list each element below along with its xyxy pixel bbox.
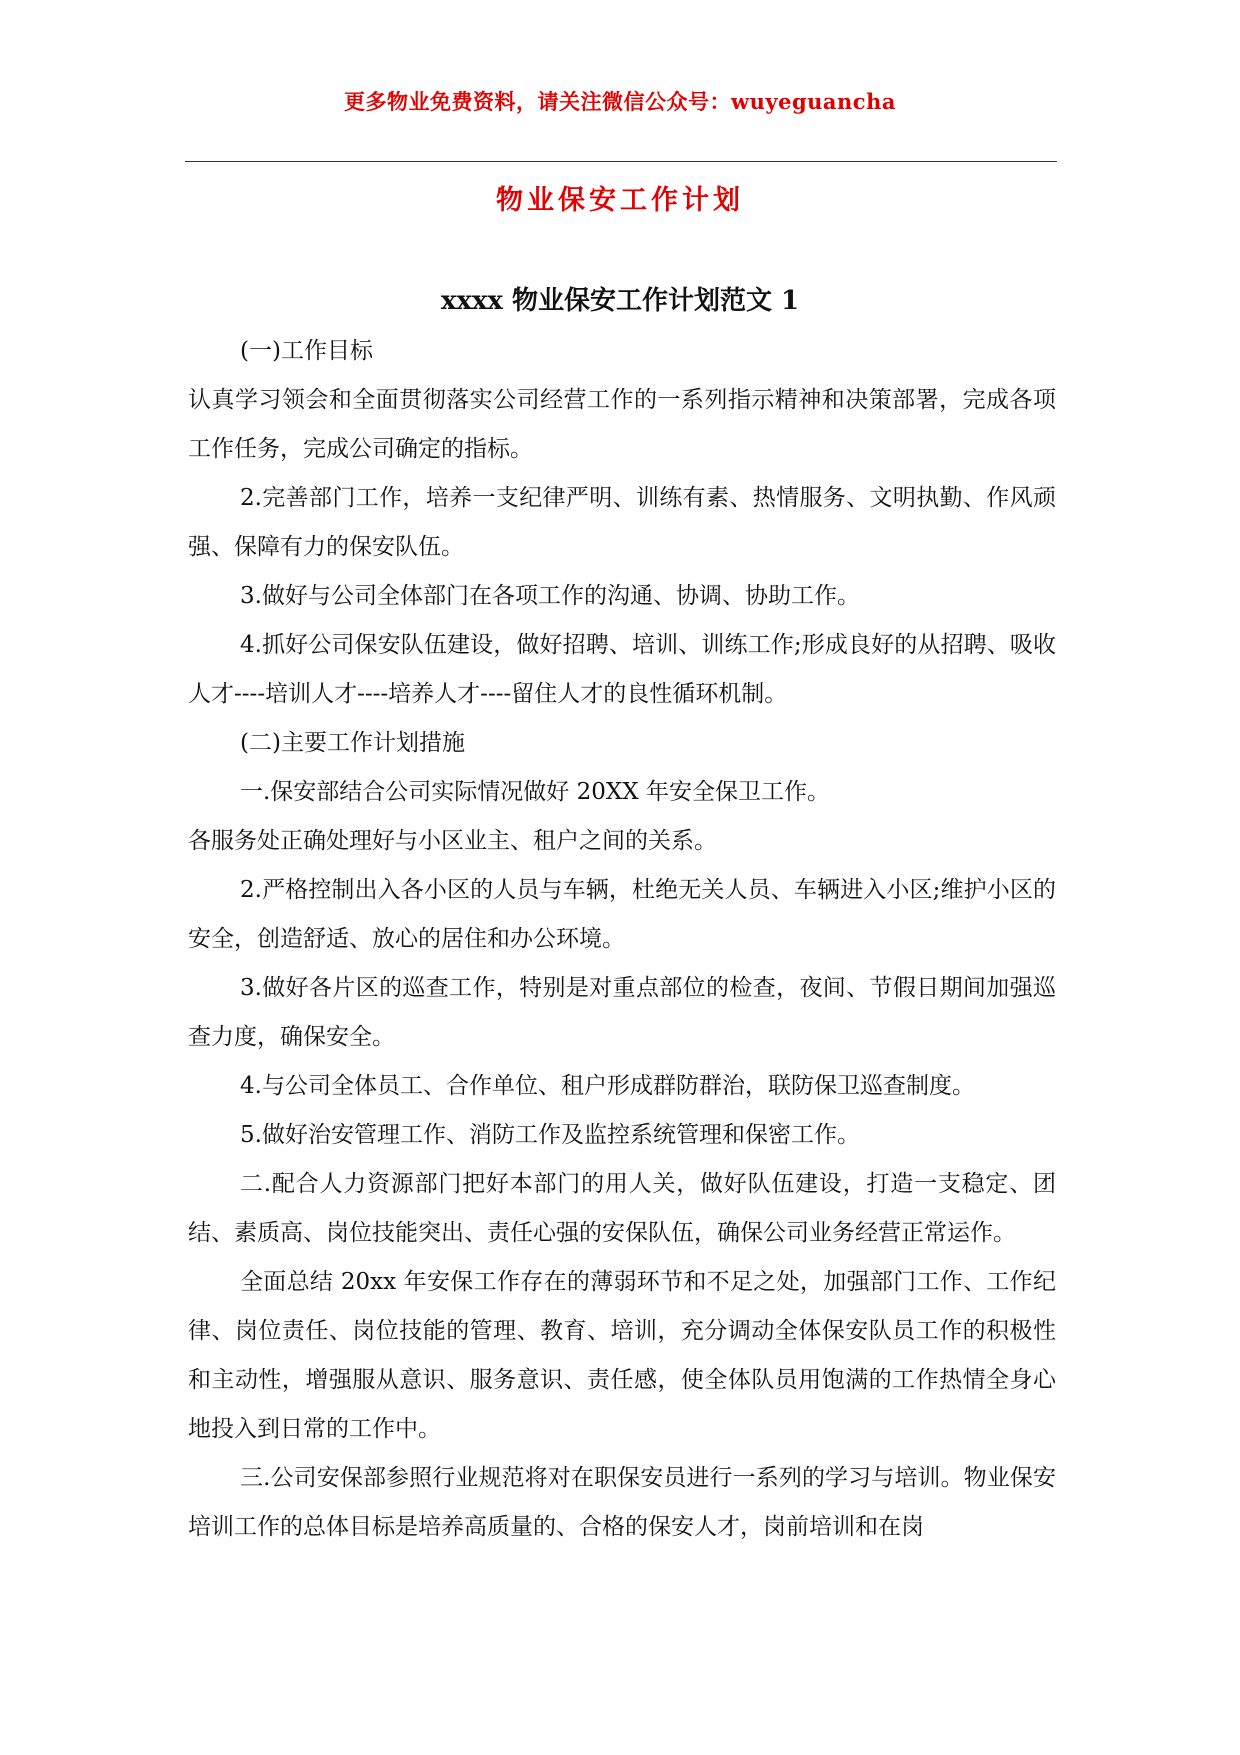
paragraph: 三.公司安保部参照行业规范将对在职保安员进行一系列的学习与培训。物业保安培训工作的总体目标是培养高质量的、合格的保安人才，岗前培训和在岗 — [188, 1465, 1056, 1540]
paragraph: 5.做好治安管理工作、消防工作及监控系统管理和保密工作。 — [240, 1122, 860, 1148]
paragraph: 认真学习领会和全面贯彻落实公司经营工作的一系列指示精神和决策部署，完成各项工作任务，完成公司确定的指标。 — [188, 387, 1056, 462]
section-title: xxxx 物业保安工作计划范文 1 — [440, 286, 800, 316]
header-divider — [185, 161, 1057, 162]
paragraph: 4.与公司全体员工、合作单位、租户形成群防群治，联防保卫巡查制度。 — [240, 1073, 975, 1099]
paragraph: 二.配合人力资源部门把好本部门的用人关，做好队伍建设，打造一支稳定、团结、素质高、岗位技能突出、责任心强的安保队伍，确保公司业务经营正常运作。 — [188, 1171, 1056, 1246]
paragraph: 4.抓好公司保安队伍建设，做好招聘、培训、训练工作;形成良好的从招聘、吸收人才----培训人才----培养人才----留住人才的良性循环机制。 — [188, 632, 1056, 707]
document-body — [188, 327, 1056, 1552]
paragraph: (一)工作目标 — [240, 338, 373, 364]
paragraph: (二)主要工作计划措施 — [240, 730, 465, 756]
paragraph: 3.做好各片区的巡查工作，特别是对重点部位的检查，夜间、节假日期间加强巡查力度，确保安全。 — [188, 975, 1056, 1050]
paragraph: 2.严格控制出入各小区的人员与车辆，杜绝无关人员、车辆进入小区;维护小区的安全，创造舒适、放心的居住和办公环境。 — [188, 877, 1056, 952]
paragraph: 各服务处正确处理好与小区业主、租户之间的关系。 — [188, 828, 717, 854]
paragraph: 全面总结 20xx 年安保工作存在的薄弱环节和不足之处，加强部门工作、工作纪律、岗位责任、岗位技能的管理、教育、培训，充分调动全体保安队员工作的积极性和主动性，增强服从意识、服务意识、责任感，使全体队员用饱满的工作热情全身心地投入到日常的工作中。 — [188, 1269, 1056, 1442]
paragraph: 一.保安部结合公司实际情况做好 20XX 年安全保卫工作。 — [240, 779, 830, 805]
document-title: 物业保安工作计划 — [496, 185, 744, 216]
paragraph: 3.做好与公司全体部门在各项工作的沟通、协调、协助工作。 — [240, 583, 860, 609]
header-note: 更多物业免费资料，请关注微信公众号：wuyeguancha — [344, 89, 896, 114]
paragraph: 2.完善部门工作，培养一支纪律严明、训练有素、热情服务、文明执勤、作风顽强、保障有力的保安队伍。 — [188, 485, 1056, 560]
